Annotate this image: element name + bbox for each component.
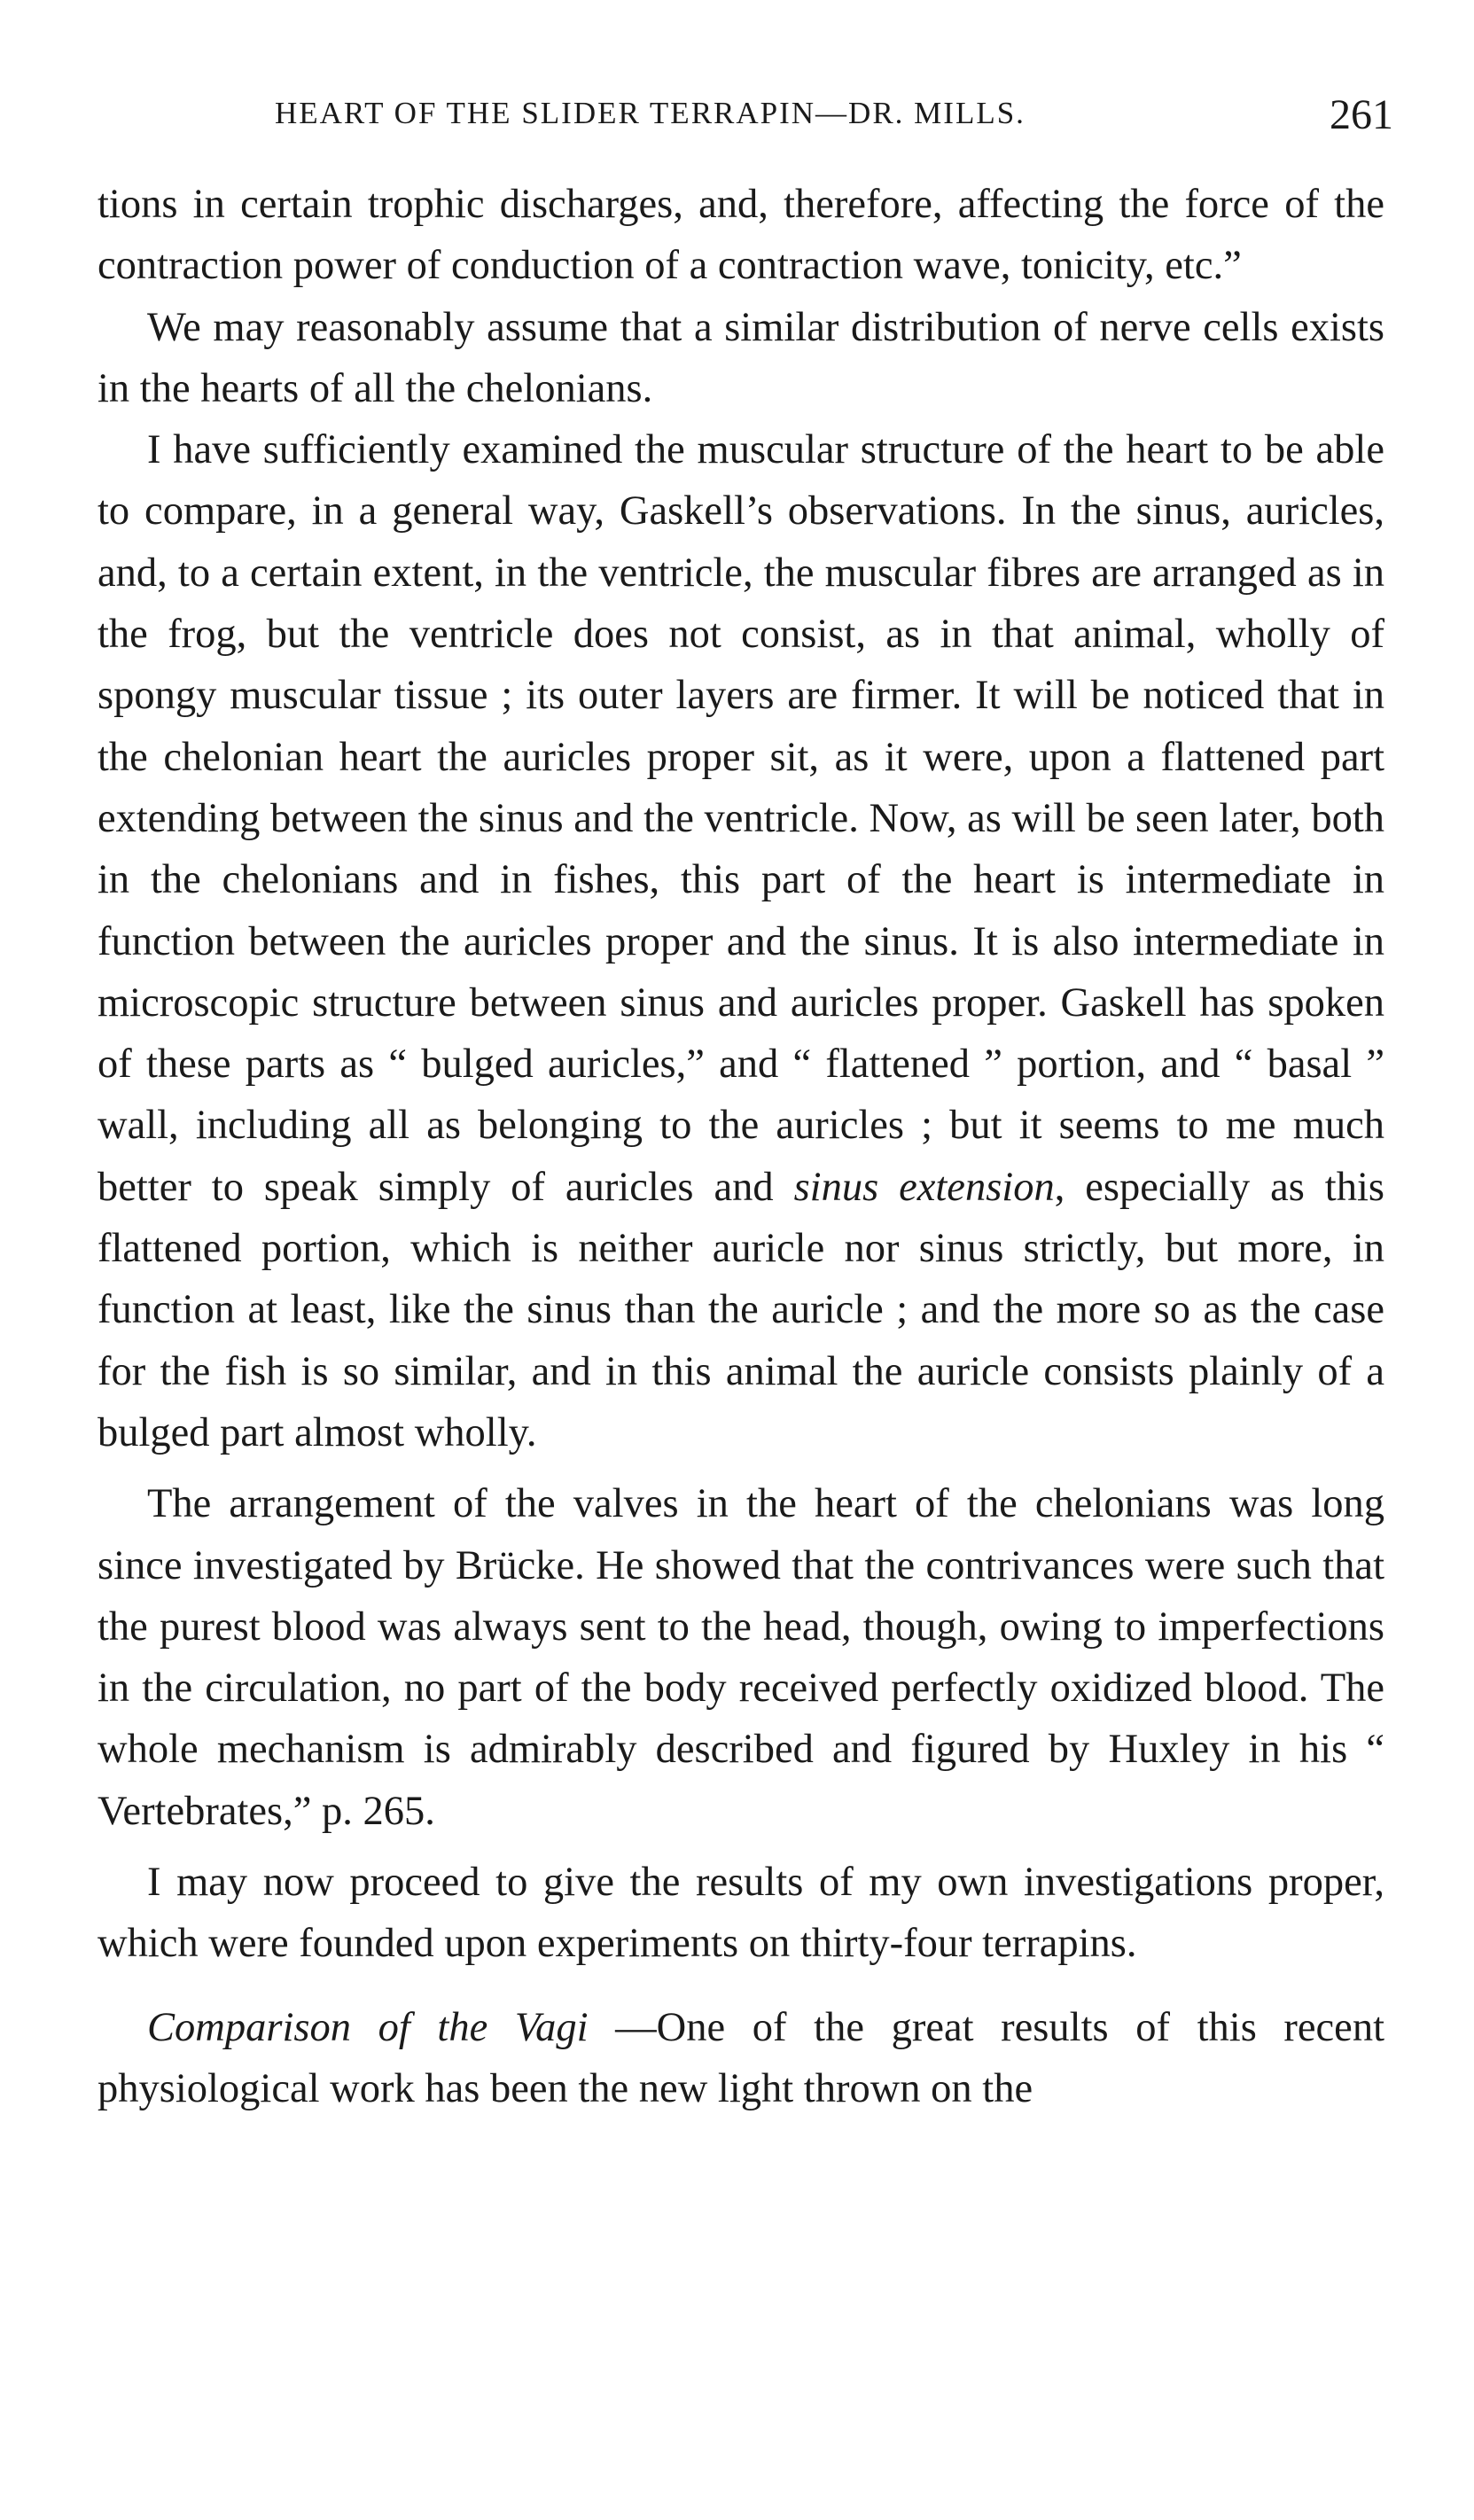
- running-head: HEART OF THE SLIDER TERRAPIN—DR. MILLS.: [275, 96, 1026, 130]
- section-heading: Comparison of the Vagi: [147, 2004, 589, 2050]
- italic-term: sinus extension: [793, 1164, 1055, 1210]
- paragraph-text: , especially as this flattened portion, which is neither auricle nor sinus strictly, but more, in function at least, like the sinus than the auricle ; and the more so as the case for the fish is so similar, and in this animal the auricle consists plainly of a bulged part almost wholly.: [97, 1164, 1384, 1455]
- paragraph-continuation: tions in certain trophic discharges, and, therefore, affecting the force of the contraction power of conduction of a contraction wave, tonicity, etc.”: [97, 182, 1384, 289]
- paragraph-muscular-structure: [97, 419, 1384, 1463]
- paragraph-valves: The arrangement of the valves in the heart of the chelonians was long since investigated by Brücke. He showed that the contrivances were such that the purest blood was always sent to the head, though, owing to imperfections in the circulation, no part of the body received perfectly oxidized blood. The whole mechanism is admirably described and figured by Huxley in his “ Vertebrates,” p. 265.: [97, 1481, 1384, 1834]
- paragraph-investigations: I may now proceed to give the results of my own investigations proper, which were founded upon experiments on thirty-four terrapins.: [97, 1860, 1384, 1967]
- page-header: [275, 90, 1393, 144]
- page-number: 261: [1330, 91, 1393, 138]
- body-text: [97, 174, 1384, 2119]
- paragraph-nerve-cells: We may reasonably assume that a similar distribution of nerve cells exists in the hearts of all the chelonians.: [97, 304, 1384, 411]
- paragraph-text: —One of the great results of this recent physiological work has been the new light thrown on the: [97, 2004, 1384, 2111]
- paragraph-text: I have sufficiently examined the muscular structure of the heart to be able to compare, in a general way, Gaskell’s observations. In the sinus, auricles, and, to a certain extent, in the ventricle, the muscular fibres are arranged as in the frog, but the ventricle does not consist, as in that animal, wholly of spongy muscular tissue ; its outer layers are firmer. It will be noticed that in the chelonian heart the auricles proper sit, as it were, upon a flattened part extending between the sinus and the ventricle. Now, as will be seen later, both in the chelonians and in fishes, this part of the heart is intermediate in function between the auricles proper and the sinus. It is also intermediate in microscopic structure between sinus and auricles proper. Gaskell has spoken of these parts as “ bulged auricles,” and “ flattened ” portion, and “ basal ” wall, including all as belonging to the auricles ; but it seems to me much better to speak simply of auricles and: [97, 427, 1384, 1210]
- paragraph-vagi: [97, 1997, 1384, 2120]
